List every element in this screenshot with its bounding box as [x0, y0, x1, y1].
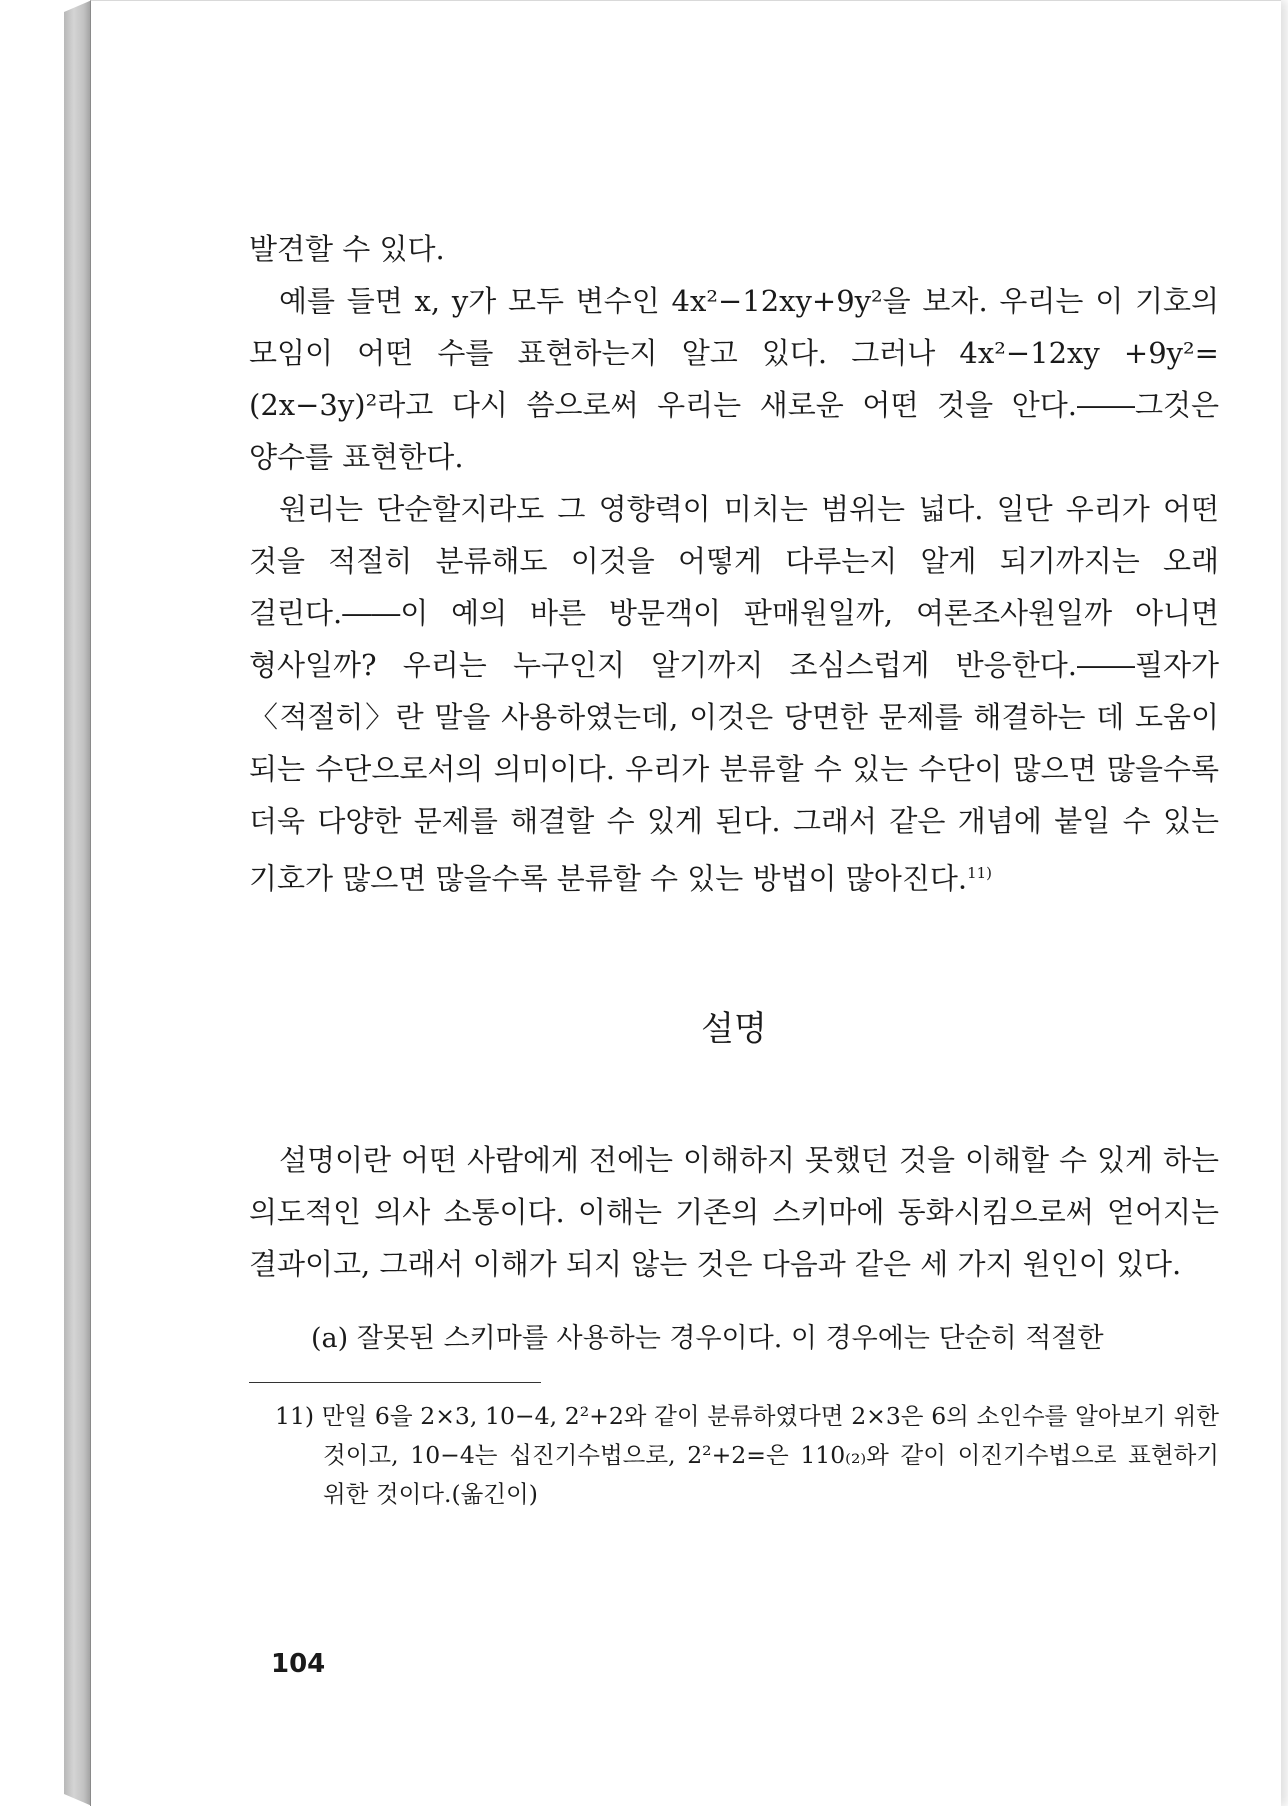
page-number: 104: [271, 1649, 326, 1679]
paragraph-2: 예를 들면 x, y가 모두 변수인 4x²−12xy+9y²을 보자. 우리는 이 기호의 모임이 어떤 수를 표현하는지 알고 있다. 그러나 4x²−12xy +9y²=(2x−3y)²라고 다시 씀으로써 우리는 새로운 어떤 것을 안다.――그것은 양수를 표현한다.: [249, 284, 1219, 474]
paragraph-3: [249, 483, 1219, 905]
footnote-reference: 11): [967, 864, 993, 882]
book-edge: [64, 0, 92, 1806]
paragraph-1: 발견할 수 있다.: [249, 232, 445, 266]
page-content: [249, 223, 1219, 1514]
body-text: [249, 223, 1219, 905]
body-text-2: [249, 1134, 1219, 1290]
paragraph-4: 설명이란 어떤 사람에게 전에는 이해하지 못했던 것을 이해할 수 있게 하는 의도적인 의사 소통이다. 이해는 기존의 스키마에 동화시킴으로써 얻어지는 결과이고, 그래서 이해가 되지 않는 것은 다음과 같은 세 가지 원인이 있다.: [249, 1142, 1219, 1281]
footnote-11: 11) 만일 6을 2×3, 10−4, 2²+2와 같이 분류하였다면 2×3은 6의 소인수를 알아보기 위한 것이고, 10−4는 십진기수법으로, 2²+2=은 110₍₂₎와 같이 이진기수법으로 표현하기 위한 것이다.(옮긴이): [275, 1401, 1219, 1508]
list-item-a: (a) 잘못된 스키마를 사용하는 경우이다. 이 경우에는 단순히 적절한: [311, 1322, 1104, 1354]
footnote-divider: [249, 1382, 541, 1383]
page: [90, 0, 1281, 1806]
paragraph-3-text: 원리는 단순할지라도 그 영향력이 미치는 범위는 넓다. 일단 우리가 어떤 것을 적절히 분류해도 이것을 어떻게 다루는지 알게 되기까지는 오래 걸린다.――이 예의 바른 방문객이 판매원일까, 여론조사원일까 아니면 형사일까? 우리는 누구인지 알기까지 조심스럽게 반응한다.――필자가 〈적절히〉란 말을 사용하였는데, 이것은 당면한 문제를 해결하는 데 도움이 되는 수단으로서의 의미이다. 우리가 분류할 수 있는 수단이 많으면 많을수록 더욱 다양한 문제를 해결할 수 있게 된다. 그래서 같은 개념에 붙일 수 있는 기호가 많으면 많을수록 분류할 수 있는 방법이 많아진다.: [249, 492, 1219, 896]
section-title: 설명: [701, 1008, 767, 1049]
